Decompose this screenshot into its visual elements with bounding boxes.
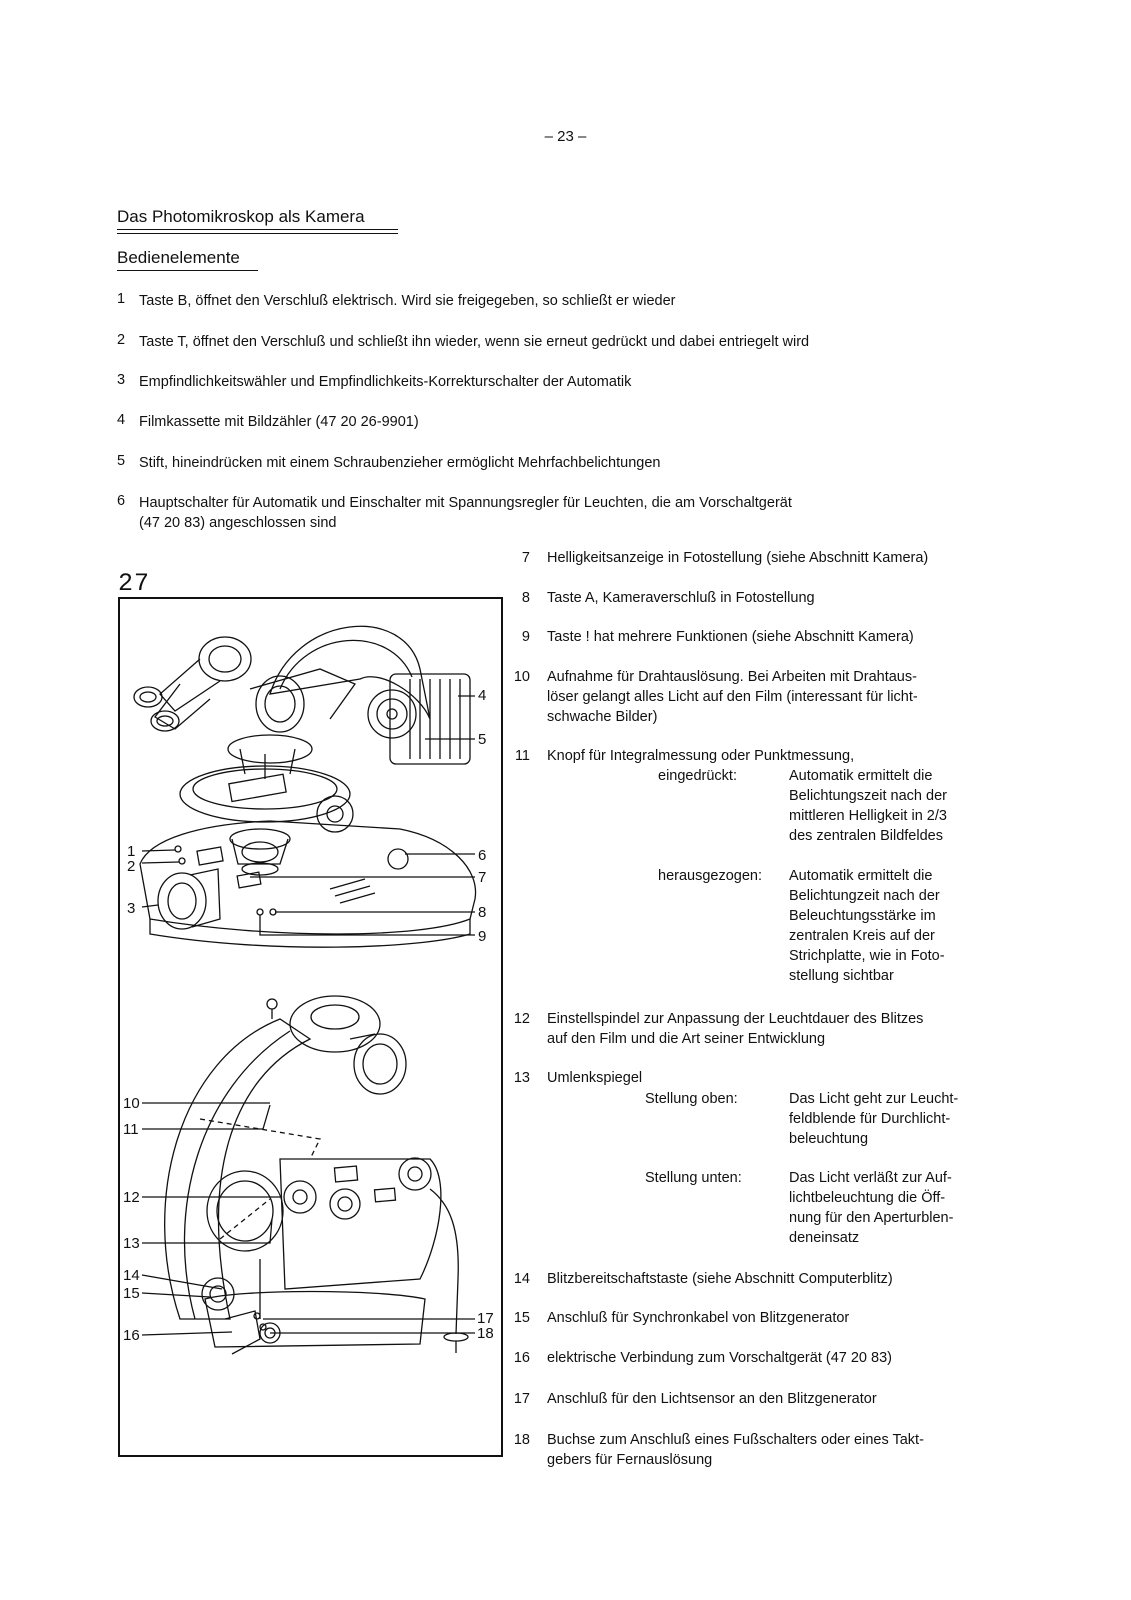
item-text: Empfindlichkeitswähler und Empfindlichkeits-Korrekturschalter der Automatik: [139, 374, 632, 390]
item-number: 8: [521, 590, 530, 606]
sub-label: Stellung oben:: [645, 1091, 738, 1107]
item-text: gebers für Fernauslösung: [547, 1452, 713, 1468]
callout-7: 7: [478, 869, 487, 886]
item-text: elektrische Verbindung zum Vorschaltgerät (47 20 83): [547, 1350, 892, 1366]
subheading-underline: [117, 270, 258, 271]
item-text: auf den Film und die Art seiner Entwicklung: [547, 1031, 826, 1047]
callout-2: 2: [127, 858, 136, 875]
item-text: Umlenkspiegel: [547, 1070, 643, 1086]
item-text: Taste ! hat mehrere Funktionen (siehe Abschnitt Kamera): [547, 629, 914, 645]
sub-label: herausgezogen:: [658, 868, 762, 884]
item-text: Hauptschalter für Automatik und Einschalter mit Spannungsregler für Leuchten, die am Vorschaltgerät: [139, 495, 792, 511]
sub-label: Stellung unten:: [645, 1170, 742, 1186]
item-text: Taste T, öffnet den Verschluß und schließt ihn wieder, wenn sie erneut gedrückt und dabei entriegelt wird: [139, 334, 810, 350]
item-text: (47 20 83) angeschlossen sind: [139, 515, 337, 531]
item-number: 13: [513, 1070, 530, 1086]
item-number: 2: [117, 332, 126, 348]
section-heading: Das Photomikroskop als Kamera: [117, 207, 365, 226]
callout-18: 18: [477, 1325, 494, 1342]
callout-5: 5: [478, 731, 487, 748]
item-number: 17: [513, 1391, 530, 1407]
item-text: Filmkassette mit Bildzähler (47 20 26-9901): [139, 414, 419, 430]
item-text: Einstellspindel zur Anpassung der Leuchtdauer des Blitzes: [547, 1011, 924, 1027]
item-number: 16: [513, 1350, 530, 1366]
sub-text: Das Licht geht zur Leucht- feldblende für Durchlicht- beleuchtung: [789, 1091, 959, 1147]
heading-underline: [117, 229, 398, 230]
item-number: 10: [513, 669, 530, 685]
item-text: Stift, hineindrücken mit einem Schraubenzieher ermöglicht Mehrfachbelichtungen: [139, 455, 661, 471]
item-number: 6: [117, 493, 126, 509]
item-number: 15: [513, 1310, 530, 1326]
sub-text: Das Licht verläßt zur Auf- lichtbeleuchtung die Öff- nung für den Aperturblen- deneinsatz: [789, 1170, 954, 1246]
item-number: 14: [513, 1271, 530, 1287]
item-number: 9: [521, 629, 530, 645]
item-number: 12: [513, 1011, 530, 1027]
callout-8: 8: [478, 904, 487, 921]
callout-4: 4: [478, 687, 487, 704]
callout-11: 11: [123, 1121, 139, 1138]
callout-9: 9: [478, 928, 487, 945]
sub-text: Automatik ermittelt die Belichtungszeit nach der mittleren Helligkeit in 2/3 des zentralen Bildfeldes: [789, 768, 947, 844]
heading-underline: [117, 233, 398, 234]
item-number: 4: [117, 412, 126, 428]
callout-1: 1: [127, 843, 136, 860]
item-number: 11: [514, 748, 530, 764]
item-number: 18: [513, 1432, 530, 1448]
callout-14: 14: [123, 1267, 140, 1284]
callout-13: 13: [123, 1235, 140, 1252]
item-text: löser gelangt alles Licht auf den Film (interessant für licht-: [547, 689, 918, 705]
figure-label: 27: [118, 569, 151, 598]
callout-17: 17: [477, 1310, 494, 1327]
item-text: Knopf für Integralmessung oder Punktmessung,: [547, 748, 855, 764]
item-text: Taste B, öffnet den Verschluß elektrisch. Wird sie freigegeben, so schließt er wieder: [139, 293, 676, 309]
item-number: 3: [117, 372, 126, 388]
callout-16: 16: [123, 1327, 140, 1344]
item-text: Helligkeitsanzeige in Fotostellung (siehe Abschnitt Kamera): [547, 550, 929, 566]
item-text: Aufnahme für Drahtauslösung. Bei Arbeiten mit Drahtaus-: [547, 669, 917, 685]
callout-6: 6: [478, 847, 487, 864]
callout-12: 12: [123, 1189, 140, 1206]
subheading: Bedienelemente: [117, 248, 240, 267]
item-text: Blitzbereitschaftstaste (siehe Abschnitt Computerblitz): [547, 1271, 893, 1287]
item-text: Taste A, Kameraverschluß in Fotostellung: [547, 590, 815, 606]
item-text: schwache Bilder): [547, 709, 658, 725]
sub-label: eingedrückt:: [658, 768, 737, 784]
callout-3: 3: [127, 900, 136, 917]
item-text: Buchse zum Anschluß eines Fußschalters oder eines Takt-: [547, 1432, 924, 1448]
callout-10: 10: [123, 1095, 140, 1112]
microscope-illustration: [120, 599, 501, 1455]
item-text: Anschluß für den Lichtsensor an den Blitzgenerator: [547, 1391, 877, 1407]
item-number: 5: [117, 453, 126, 469]
figure-frame: [118, 597, 503, 1457]
item-number: 7: [521, 550, 530, 566]
item-text: Anschluß für Synchronkabel von Blitzgenerator: [547, 1310, 850, 1326]
callout-15: 15: [123, 1285, 140, 1302]
page-number: – 23 –: [544, 128, 587, 145]
sub-text: Automatik ermittelt die Belichtungzeit nach der Beleuchtungsstärke im zentralen Kreis auf der Strichplatte, wie in Foto- stellung sichtbar: [789, 868, 945, 984]
item-number: 1: [117, 291, 126, 307]
